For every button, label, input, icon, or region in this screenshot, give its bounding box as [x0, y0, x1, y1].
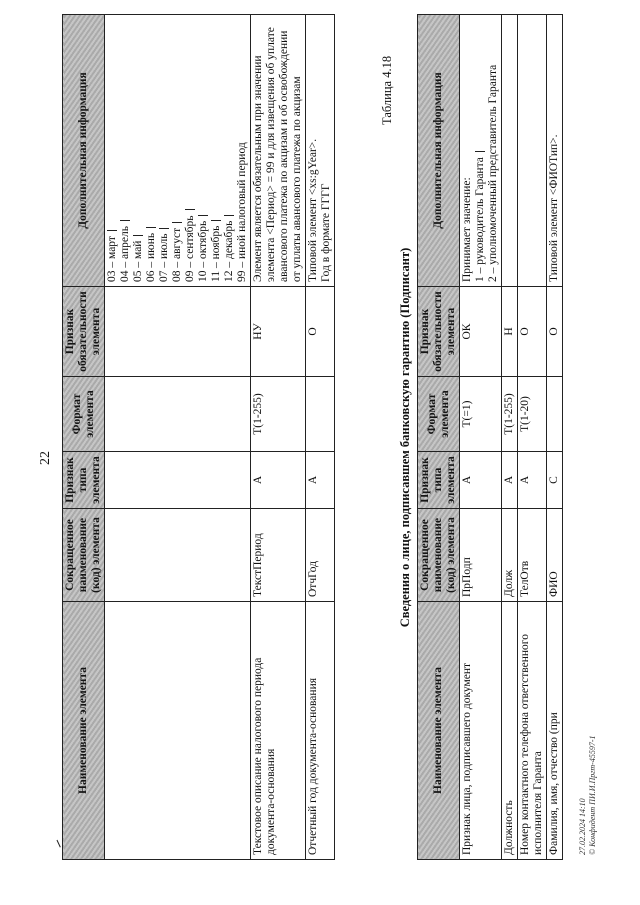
cell-name: Отчетный год документа-основания: [306, 602, 335, 860]
cell-format: T(1-255): [502, 377, 518, 452]
cell-name: Признак лица, подписавшего документ: [460, 602, 502, 860]
table-row: [460, 15, 502, 860]
cell-format: T(1-20): [518, 377, 547, 452]
cell-required: НУ: [251, 287, 306, 377]
cell-code: ОтчГод: [306, 509, 335, 602]
cell-info: Типовой элемент <xs:gYear>. Год в формате ГГГГ: [306, 15, 335, 287]
cell-required: ОК: [460, 287, 502, 377]
cell-code: ФИО: [547, 509, 563, 602]
table-signatory: [417, 14, 563, 860]
period-codes-cell: [105, 15, 251, 287]
list-item: 10 – октябрь: [197, 19, 210, 282]
table-header-row: [418, 15, 460, 860]
cell-format: [306, 377, 335, 452]
cell-info: [502, 15, 518, 287]
list-item: 09 – сентябрь: [184, 19, 197, 282]
table-row: [105, 15, 251, 860]
list-item: 06 – июнь: [145, 19, 158, 282]
list-item: 04 – апрель: [119, 19, 132, 282]
header-name: Наименование элемента: [418, 602, 460, 860]
table-row: [547, 15, 563, 860]
cell-info: Элемент является обязательным при значении элемента <Период> = 99 и для извещения об уплате авансового платежа по акцизам и об освобождении от уплаты авансового платежа по акцизам: [251, 15, 306, 287]
cell-required: Н: [502, 287, 518, 377]
table-label: Таблица 4.18: [380, 55, 394, 125]
cell-info: Типовой элемент <ФИОТип>.: [547, 15, 563, 287]
cell-required: О: [547, 287, 563, 377]
cell-required: О: [518, 287, 547, 377]
cell-name: Текстовое описание налогового периода документа-основания: [251, 602, 306, 860]
table-title: Сведения о лице, подписавшем банковскую гарантию (Подписант): [398, 247, 412, 628]
list-item: 07 – июль: [158, 19, 171, 282]
cell-type: А: [518, 452, 547, 509]
header-type: Признак типа элемента: [63, 452, 105, 509]
header-type: Признак типа элемента: [418, 452, 460, 509]
cell-name: Фамилия, имя, отчество (при: [547, 602, 563, 860]
cell-info: [518, 15, 547, 287]
cell-type: А: [460, 452, 502, 509]
list-item: 99 – иной налоговый период: [236, 142, 248, 282]
list-item: 12 – декабрь: [223, 19, 236, 282]
cell-format: [547, 377, 563, 452]
list-item: 05 – май: [132, 19, 145, 282]
list-item: 11 – ноябрь: [210, 19, 223, 282]
footer-date: 27.02.2024 14:10: [578, 798, 587, 855]
header-info: Дополнительная информация: [418, 15, 460, 287]
cell-name: Должность: [502, 602, 518, 860]
cell-required: О: [306, 287, 335, 377]
list-item: 08 – август: [171, 19, 184, 282]
cell-type: А: [306, 452, 335, 509]
header-format: Формат элемента: [63, 377, 105, 452]
cell-code: ТекстПериод: [251, 509, 306, 602]
header-required: Признак обязательности элемента: [418, 287, 460, 377]
list-item: 03 – март: [106, 19, 119, 282]
table-row: [251, 15, 306, 860]
header-name: Наименование элемента: [63, 602, 105, 860]
cell-name: Номер контактного телефона ответственного исполнителя Гаранта: [518, 602, 547, 860]
cell-type: С: [547, 452, 563, 509]
cell-info: Принимает значение: 1 – руководитель Гаранта 2 – уполномоченный представитель Гаранта: [460, 15, 502, 287]
page-number: 22: [38, 451, 53, 465]
cell-type: А: [251, 452, 306, 509]
table-continuation: [62, 14, 335, 860]
header-info: Дополнительная информация: [63, 15, 105, 287]
cell-code: ТелОтв: [518, 509, 547, 602]
header-required: Признак обязательности элемента: [63, 287, 105, 377]
cell-code: ПрПодп: [460, 509, 502, 602]
table-row: [306, 15, 335, 860]
table-row: [518, 15, 547, 860]
cell-format: T(1-255): [251, 377, 306, 452]
footer-stamp: [578, 735, 598, 855]
header-format: Формат элемента: [418, 377, 460, 452]
table-row: [502, 15, 518, 860]
table-header-row: [63, 15, 105, 860]
cell-code: Долж: [502, 509, 518, 602]
cell-type: А: [502, 452, 518, 509]
footer-id: © Конфидент ПИ.И.Пргт-45597-1: [588, 735, 597, 855]
header-code: Сокращенное наименование (код) элемента: [418, 509, 460, 602]
header-code: Сокращенное наименование (код) элемента: [63, 509, 105, 602]
cell-format: T(=1): [460, 377, 502, 452]
